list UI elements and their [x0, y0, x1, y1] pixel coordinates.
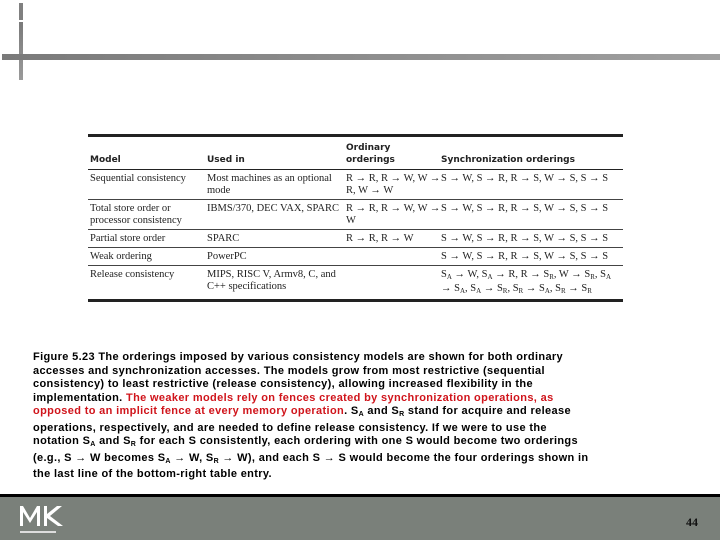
caption-text: and S — [364, 405, 400, 417]
highlighted-text: opposed to an implicit fence at every memory operation — [33, 405, 345, 417]
decor-vertical-bar-top — [19, 3, 23, 20]
caption-text: and S — [95, 435, 131, 447]
subscript: A — [446, 273, 452, 281]
caption-line — [33, 452, 588, 469]
subscript: R — [130, 441, 137, 448]
column-header: Ordinary orderings — [346, 143, 395, 165]
caption-line — [33, 365, 588, 379]
caption-text: → W), and each S → S would become the four orderings shown in — [219, 451, 589, 464]
caption-text: . S — [344, 405, 359, 417]
highlighted-text: The weaker models rely on fences created by synchronization operations, as — [126, 391, 554, 404]
page-number: 44 — [686, 515, 698, 529]
column-header: Model — [90, 155, 121, 165]
caption-text: operations, respectively, and are needed to define release consistency. If we were to use the — [33, 421, 547, 434]
table-cell: Release consistency — [90, 269, 175, 280]
caption-line — [33, 422, 588, 436]
caption-line — [33, 351, 588, 365]
table-cell: Weak ordering — [90, 251, 152, 262]
subscript: A — [487, 273, 493, 281]
table-cell: R → R, R → W, W → W — [346, 203, 441, 226]
subscript: A — [358, 411, 364, 418]
consistency-models-table — [88, 134, 623, 302]
cell-text: → W, S — [451, 269, 488, 280]
caption-text: notation S — [33, 435, 91, 447]
caption-text: the last line of the bottom-right table entry. — [33, 468, 272, 480]
table-row — [88, 169, 623, 199]
caption-line — [33, 468, 588, 482]
cell-text: , S — [507, 283, 519, 294]
table-cell: SPARC — [207, 233, 240, 244]
caption-text: implementation. — [33, 391, 126, 404]
cell-text: , S — [549, 283, 561, 294]
table-cell: S → W, S → R, R → S, W → S, S → S — [441, 233, 609, 244]
table-cell — [346, 269, 441, 297]
caption-line — [33, 378, 588, 392]
table-cell: IBMS/370, DEC VAX, SPARC — [207, 203, 339, 214]
subscript: A — [606, 273, 612, 281]
table-row — [88, 265, 623, 299]
subscript: R — [549, 273, 554, 281]
table-cell: Most machines as an optional mode — [207, 173, 332, 196]
caption-text: accesses and synchronization accesses. The models grow from most restrictive (sequential — [33, 364, 545, 377]
caption-text: for each S consistently, each ordering with one S would become two orderings — [136, 435, 578, 447]
subscript: R — [399, 411, 405, 418]
subscript: A — [90, 441, 96, 448]
figure-caption — [33, 351, 588, 482]
caption-line — [33, 435, 588, 452]
caption-text: (e.g., S → W becomes S — [33, 451, 166, 464]
cell-text: → S — [481, 283, 503, 294]
caption-text: stand for acquire and release — [404, 405, 571, 417]
subscript: A — [165, 457, 171, 465]
table-row — [88, 229, 623, 247]
subscript: R — [502, 287, 508, 295]
caption-text: → W, S — [170, 451, 214, 464]
cell-text: , W → S — [553, 269, 591, 280]
table-cell: R → R, R → W, W → R, W → W — [346, 173, 441, 196]
cell-text: S — [441, 269, 447, 280]
subscript: R — [590, 273, 595, 281]
table-cell — [441, 269, 623, 297]
table-cell: PowerPC — [207, 251, 247, 262]
subscript: A — [476, 287, 482, 295]
subscript: R — [587, 287, 592, 295]
table-header — [88, 137, 623, 169]
subscript: A — [544, 287, 550, 295]
table-row — [88, 247, 623, 265]
caption-line — [33, 405, 588, 422]
table-cell: S → W, S → R, R → S, W → S, S → S — [441, 173, 609, 184]
column-header: Synchronization orderings — [441, 155, 575, 165]
decor-horizontal-bar — [2, 54, 720, 60]
cell-text: → S — [441, 283, 460, 294]
table-cell: Sequential consistency — [90, 173, 186, 184]
decor-vertical-bar — [19, 22, 23, 80]
table-cell: R → R, R → W — [346, 233, 414, 244]
cell-text: → R, R → S — [492, 269, 550, 280]
cell-text: → S — [565, 283, 588, 294]
table-cell — [346, 251, 441, 263]
column-header: Used in — [207, 155, 245, 165]
table-cell: Total store order or processor consistency — [90, 203, 182, 226]
table-cell: S → W, S → R, R → S, W → S, S → S — [441, 251, 609, 262]
subscript: R — [213, 457, 220, 465]
table-row — [88, 199, 623, 229]
morgan-kaufmann-logo — [19, 504, 73, 536]
subscript: R — [560, 287, 566, 295]
cell-text: , S — [594, 269, 606, 280]
cell-text: → S — [523, 283, 545, 294]
cell-text: , S — [465, 283, 477, 294]
slide-footer — [0, 497, 720, 540]
caption-text: consistency) to least restrictive (release consistency), allowing increased flexibility in the — [33, 378, 533, 390]
subscript: R — [518, 287, 524, 295]
subscript: A — [459, 287, 466, 295]
caption-text: Figure 5.23 The orderings imposed by various consistency models are shown for both ordinary — [33, 351, 564, 363]
table-cell: S → W, S → R, R → S, W → S, S → S — [441, 203, 609, 214]
caption-line — [33, 392, 588, 406]
table-cell: Partial store order — [90, 233, 166, 244]
table-cell: MIPS, RISC V, Armv8, C, and C++ specifications — [207, 269, 336, 292]
